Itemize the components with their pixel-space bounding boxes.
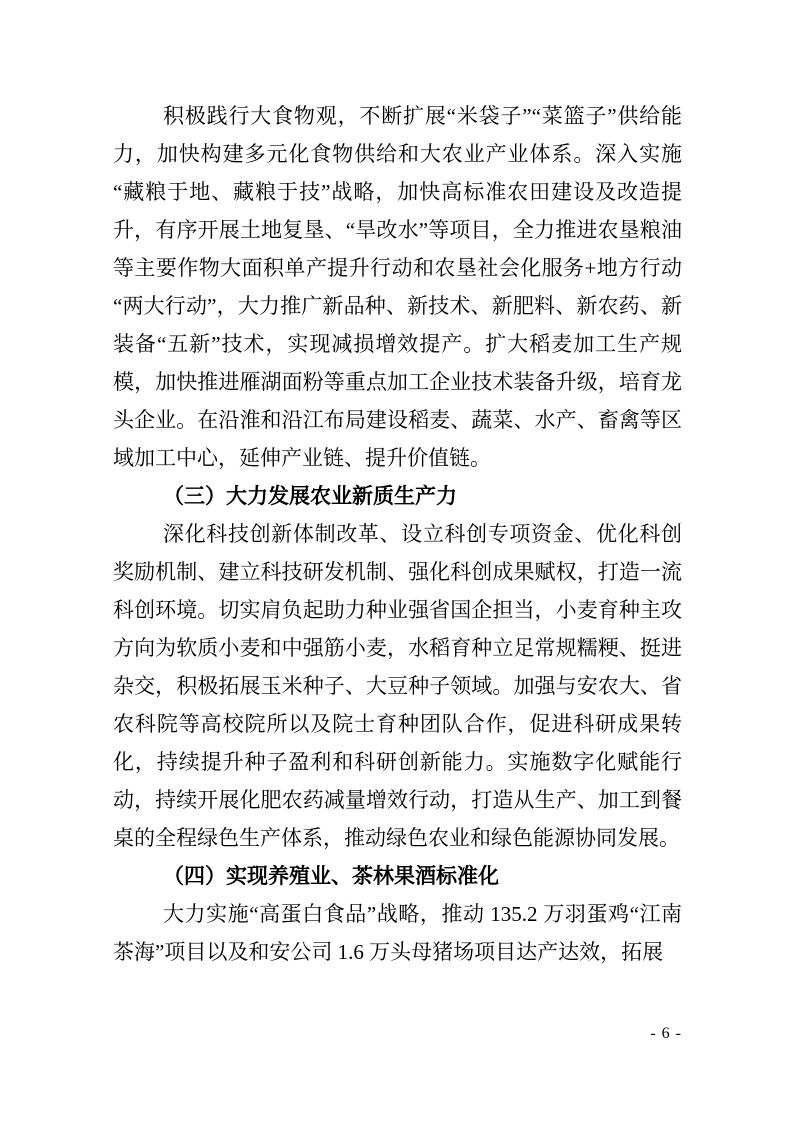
section-heading-4: （四）实现养殖业、茶林果酒标准化: [163, 864, 499, 888]
document-body: [113, 97, 682, 1013]
section-heading-3: （三）大力发展农业新质生产力: [163, 484, 457, 508]
paragraph-sci-tech-innovation: 深化科技创新体制改革、设立科创专项资金、优化科创奖励机制、建立科技研发机制、强化科创成果赋权，打造一流科创环境。切实肩负起助力种业强省国企担当，小麦育种主攻方向为软质小麦和中强筋小麦，水稻育种立足常规糯粳、挺进杂交，积极拓展玉米种子、大豆种子领域。加强与安农大、省农科院等高校院所以及院士育种团队合作，促进科研成果转化，持续提升种子盈利和科研创新能力。实施数字化赋能行动，持续开展化肥农药减量增效行动，打造从生产、加工到餐桌的全程绿色生产体系，推动绿色农业和绿色能源协同发展。: [113, 522, 682, 850]
paragraph-food-supply: 积极践行大食物观，不断扩展“米袋子”“菜篮子”供给能力，加快构建多元化食物供给和大农业产业体系。深入实施“藏粮于地、藏粮于技”战略，加快高标准农田建设及改造提升，有序开展土地复垦、“旱改水”等项目，全力推进农垦粮油等主要作物大面积单产提升行动和农垦社会化服务+地方行动“两大行动”，大力推广新品种、新技术、新肥料、新农药、新装备“五新”技术，实现减损增效提产。扩大稻麦加工生产规模，加快推进雁湖面粉等重点加工企业技术装备升级，培育龙头企业。在沿淮和沿江布局建设稻麦、蔬菜、水产、畜禽等区域加工中心，延伸产业链、提升价值链。: [113, 104, 682, 470]
page-number: - 6 -: [650, 1025, 682, 1042]
paragraph-breeding-projects: 大力实施“高蛋白食品”战略，推动 135.2 万羽蛋鸡“江南茶海”项目以及和安公司 1.6 万头母猪场项目达产达效，拓展: [113, 902, 682, 964]
